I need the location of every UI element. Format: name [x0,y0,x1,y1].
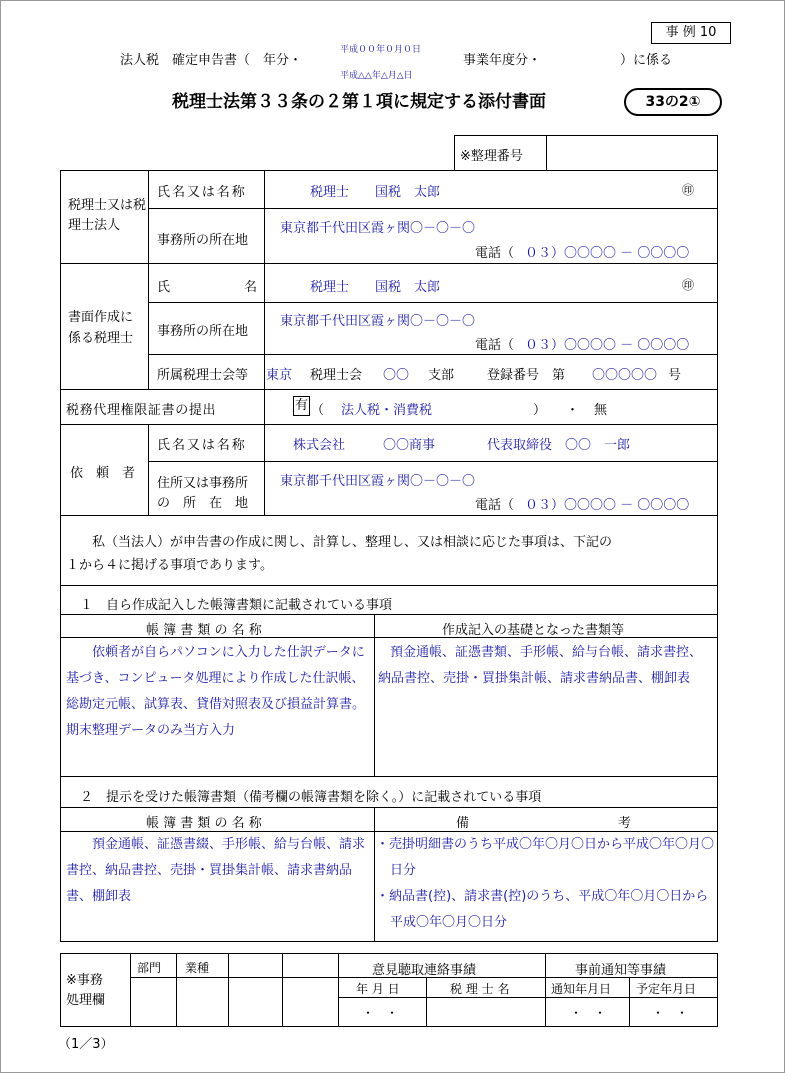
header-text-c: ）に係る [620,53,673,68]
preparer-reg-suffix: 号 [668,368,682,383]
office-use-notice: 事前通知等事績 [575,963,667,978]
header-text-a: 法人税 確定申告書（ 年分・ [120,53,303,68]
tax-accountant-group-label: 税理士又は税理士法人 [68,198,147,233]
section2-title: ２ 提示を受けた帳簿書類（備考欄の帳簿書類を除く。）に記載されている事項 [80,790,542,805]
page-number: （1／3） [58,1037,114,1052]
seiri-label: ※整理番号 [460,149,523,164]
preparer-group-label-2: 係る税理士 [68,331,134,346]
office-use-label-2: 処理欄 [66,993,106,1008]
section2-col2a: 備 [456,816,470,831]
preparer-assoc-b: 税理士会 [310,368,363,383]
office-use-opinion: 意見聴取連絡事績 [372,963,477,978]
preparer-seal: ㊞ [682,278,695,292]
preparer-reg-label: 登録番号 第 [487,368,566,383]
preparer-name-label-1: 氏 [157,280,171,295]
header-date-top: 平成００年０月０日 [340,45,422,55]
preparer-group-label-1: 書面作成に [68,310,134,325]
section1-right-text: 預金通帳、証憑書類、手形帳、給与台帳、請求書控、納品書控、売掛・買掛集計帳、請求書納品書、棚卸表 [378,645,703,686]
section2-col2b: 考 [618,816,632,831]
case-label: 事 例 10 [651,22,731,44]
header-text-b: 事業年度分・ [463,53,542,68]
proxy-no[interactable]: 無 [594,403,608,418]
section2-right-item-2: ・納品書(控)、請求書(控)のうち、平成〇年〇月〇日から平成〇年〇月〇日分 [376,889,709,930]
section2-left-text: 預金通帳、証憑書綴、手形帳、給与台帳、請求書控、納品書控、売掛・買掛集計帳、請求書納品書、棚卸表 [66,837,366,904]
tax-accountant-phone: ０３）〇〇〇〇 － 〇〇〇〇 [525,246,690,261]
preparer-reg-value: 〇〇〇〇〇 [592,368,658,383]
tax-accountant-name-label: 氏名又は名称 [157,185,247,200]
proxy-yes[interactable]: 有 [293,396,310,416]
office-use-accountant: 税 理 士 名 [450,982,510,996]
office-use-notice-date: 通知年月日 [551,982,612,996]
preparer-assoc-d: 支部 [428,368,455,383]
preparer-assoc-c: 〇〇 [383,368,410,383]
header-date-bottom: 平成△△年△月△日 [340,71,413,81]
client-phone: ０３）〇〇〇〇 － 〇〇〇〇 [525,498,690,513]
preparer-phone-label: 電話（ [475,338,515,353]
office-use-date: 年 月 日 [356,982,400,996]
client-name-label: 氏名又は名称 [157,438,247,453]
tax-accountant-office: 東京都千代田区霞ヶ関〇－〇－〇 [280,221,476,236]
office-use-dots-3: ・ ・ [652,1006,689,1020]
preparer-phone: ０３）〇〇〇〇 － 〇〇〇〇 [525,338,690,353]
preparer-name-label-2: 名 [244,280,258,295]
client-phone-label: 電話（ [475,498,515,513]
office-use-dept: 部門 [137,961,162,975]
office-use-plan-date: 予定年月日 [636,982,697,996]
proxy-paren-open: （ [311,403,325,418]
office-use-label-1: ※事務 [66,973,103,988]
preparer-office-label: 事務所の所在地 [157,324,249,339]
section2-right-item-1: ・売掛明細書のうち平成〇年〇月〇日から平成〇年〇月〇日分 [376,837,715,878]
section1-title: １ 自ら作成記入した帳簿書類に記載されている事項 [80,598,393,613]
office-use-dots-1: ・ ・ [362,1006,399,1020]
client-address-label-1: 住所又は事務所 [157,476,249,491]
proxy-paren-close: ） [533,403,547,418]
proxy-label: 税務代理権限証書の提出 [66,403,217,418]
section1-col1: 帳 簿 書 類 の 名 称 [146,623,262,638]
client-name-c: 代表取締役 〇〇 一郎 [487,438,631,453]
tax-accountant-seal: ㊞ [682,183,695,197]
tax-accountant-phone-label: 電話（ [475,246,515,261]
section1-left-text: 依頼者が自らパソコンに入力した仕訳データに基づき、コンピュータ処理により作成した仕訳帳、総勘定元帳、試算表、貸借対照表及び損益計算書。期末整理データのみ当方入力 [66,645,366,738]
office-use-dots-2: ・ ・ [570,1006,607,1020]
tax-accountant-name: 税理士 国税 太郎 [310,185,441,200]
form-badge: 33の2① [624,88,722,116]
preparer-office: 東京都千代田区霞ヶ関〇－〇－〇 [280,314,476,329]
client-name-a: 株式会社 [293,438,346,453]
client-address-label-2: の 所 在 地 [157,496,249,511]
statement-line-1: 私（当法人）が申告書の作成に関し、計算し、整理し、又は相談に応じた事項は、下記の [92,535,613,550]
client-name-b: 〇〇商事 [383,438,436,453]
client-group-label: 依 頼 者 [70,466,136,481]
preparer-name: 税理士 国税 太郎 [310,280,441,295]
client-address: 東京都千代田区霞ヶ関〇－〇－〇 [280,474,476,489]
office-use-industry: 業種 [185,961,210,975]
statement-line-2: １から４に掲げる事項であります。 [66,558,273,573]
page-title: 税理士法第３３条の２第１項に規定する添付書面 [172,92,546,112]
section1-col2: 作成記入の基礎となった書類等 [442,623,625,638]
section2-col1: 帳 簿 書 類 の 名 称 [146,816,262,831]
proxy-detail: 法人税・消費税 [341,403,433,418]
tax-accountant-office-label: 事務所の所在地 [157,233,249,248]
preparer-assoc-label: 所属税理士会等 [157,368,249,383]
preparer-assoc-a: 東京 [266,368,293,383]
proxy-dot: ・ [566,403,580,418]
